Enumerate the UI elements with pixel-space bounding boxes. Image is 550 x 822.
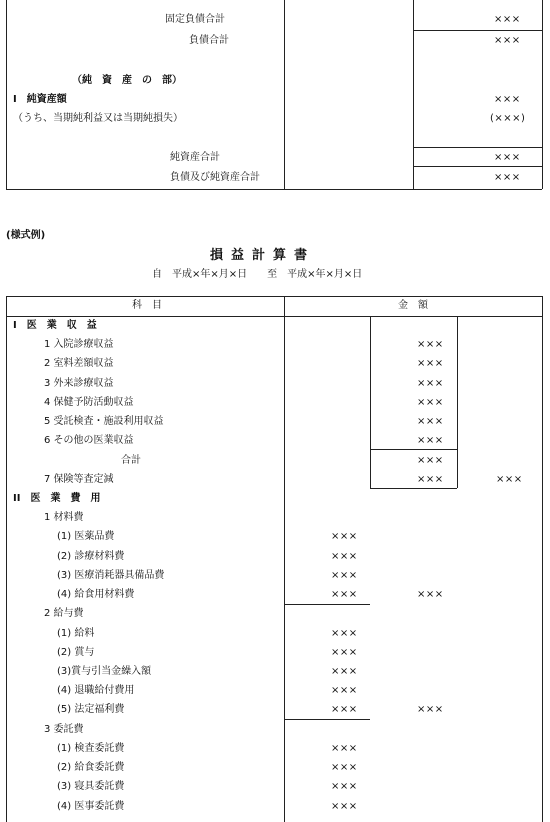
bs-divider-1 bbox=[284, 0, 285, 189]
table-divider-1 bbox=[284, 296, 285, 822]
line-item-label: (5) 法定福利費 bbox=[57, 704, 125, 716]
line-item-label: (4) 医事委託費 bbox=[57, 800, 125, 812]
header-bottom-border bbox=[6, 316, 542, 317]
line-item-label: 1 入院診療収益 bbox=[44, 339, 114, 351]
period-line: 自 平成×年×月×日 至 平成×年×月×日 bbox=[152, 269, 363, 280]
amount-c2: ××× bbox=[417, 396, 444, 408]
line-item-label: 3 委託費 bbox=[44, 723, 84, 735]
bs-row-amount: ××× bbox=[494, 35, 521, 46]
amount-c2: ××× bbox=[417, 454, 444, 466]
line-item-label: 5 受託検査・施設利用収益 bbox=[44, 416, 164, 428]
amount-c1: ××× bbox=[331, 800, 358, 812]
line-item-label: 2 給与費 bbox=[44, 608, 84, 620]
bs-rule bbox=[413, 30, 542, 31]
bs-right-border bbox=[542, 0, 543, 189]
bs-row-amount: (×××) bbox=[490, 113, 526, 124]
amount-c1: ××× bbox=[331, 589, 358, 601]
amount-c1: ××× bbox=[331, 742, 358, 754]
line-item-label: 4 保健予防活動収益 bbox=[44, 396, 134, 408]
line-item-label: 1 材料費 bbox=[44, 512, 84, 524]
amount-c1: ××× bbox=[331, 646, 358, 658]
subtotal-rule bbox=[284, 719, 370, 720]
line-item-label: (2) 給食委託費 bbox=[57, 762, 125, 774]
amount-c3: ××× bbox=[496, 473, 523, 485]
section-heading: I 医 業 収 益 bbox=[13, 320, 97, 331]
bs-row-label: 純資産合計 bbox=[170, 152, 220, 163]
line-item-label: (3)賞与引当金繰入額 bbox=[57, 665, 152, 677]
bs-rule bbox=[413, 147, 542, 148]
bs-row-label: 固定負債合計 bbox=[165, 14, 225, 25]
amount-c1: ××× bbox=[331, 685, 358, 697]
bs-divider-2 bbox=[413, 0, 414, 189]
amount-c1: ××× bbox=[331, 781, 358, 793]
bs-row-label: I 純資産額 bbox=[13, 94, 67, 105]
amount-c1: ××× bbox=[331, 550, 358, 562]
amount-c2: ××× bbox=[417, 435, 444, 447]
line-item-label: 2 室料差額収益 bbox=[44, 358, 114, 370]
format-example-label: (様式例) bbox=[6, 230, 46, 241]
header-amount: 金 額 bbox=[398, 300, 428, 311]
table-right-border bbox=[542, 296, 543, 822]
table-top-border bbox=[6, 296, 542, 297]
page-title: 損益計算書 bbox=[210, 248, 316, 263]
amount-c1: ××× bbox=[331, 569, 358, 581]
amount-c2: ××× bbox=[417, 339, 444, 351]
table-left-border bbox=[6, 296, 7, 822]
amount-c1: ××× bbox=[331, 531, 358, 543]
net-assets-section-heading: （純 資 産 の 部） bbox=[72, 75, 182, 86]
amount-c2: ××× bbox=[417, 416, 444, 428]
line-item-label: 合計 bbox=[121, 454, 141, 466]
bs-row-amount: ××× bbox=[494, 152, 521, 163]
bs-row-amount: ××× bbox=[494, 94, 521, 105]
amount-c2: ××× bbox=[417, 358, 444, 370]
bs-row-label: 負債及び純資産合計 bbox=[170, 172, 260, 183]
amount-c2: ××× bbox=[417, 377, 444, 389]
amount-c2: ××× bbox=[417, 589, 444, 601]
section-heading: II 医 業 費 用 bbox=[13, 492, 101, 504]
bs-bottom-border bbox=[6, 189, 542, 190]
header-subject: 科 目 bbox=[132, 300, 162, 311]
table-divider-3 bbox=[457, 316, 458, 488]
line-item-label: (4) 退職給付費用 bbox=[57, 685, 135, 697]
line-item-label: 6 その他の医業収益 bbox=[44, 435, 134, 447]
bs-row-label: （うち、当期純利益又は当期純損失） bbox=[13, 113, 183, 124]
bs-left-border bbox=[6, 0, 7, 189]
bs-row-amount: ××× bbox=[494, 14, 521, 25]
amount-c2: ××× bbox=[417, 473, 444, 485]
line-item-label: 7 保険等査定減 bbox=[44, 473, 114, 485]
amount-c1: ××× bbox=[331, 762, 358, 774]
line-item-label: (1) 医薬品費 bbox=[57, 531, 115, 543]
line-item-label: 3 外来診療収益 bbox=[44, 377, 114, 389]
bs-row-label: 負債合計 bbox=[189, 35, 229, 46]
line-item-label: (4) 給食用材料費 bbox=[57, 589, 135, 601]
line-item-label: (3) 寝具委託費 bbox=[57, 781, 125, 793]
amount-c1: ××× bbox=[331, 627, 358, 639]
subtotal-rule bbox=[370, 488, 457, 489]
subtotal-rule bbox=[284, 604, 370, 605]
line-item-label: (2) 診療材料費 bbox=[57, 550, 125, 562]
amount-c1: ××× bbox=[331, 704, 358, 716]
bs-rule bbox=[413, 166, 542, 167]
line-item-label: (2) 賞与 bbox=[57, 646, 95, 658]
line-item-label: (1) 給料 bbox=[57, 627, 95, 639]
line-item-label: (1) 検査委託費 bbox=[57, 742, 125, 754]
amount-c2: ××× bbox=[417, 704, 444, 716]
subtotal-rule bbox=[370, 449, 457, 450]
bs-row-amount: ××× bbox=[494, 172, 521, 183]
line-item-label: (3) 医療消耗器具備品費 bbox=[57, 569, 165, 581]
amount-c1: ××× bbox=[331, 665, 358, 677]
table-divider-2 bbox=[370, 316, 371, 488]
